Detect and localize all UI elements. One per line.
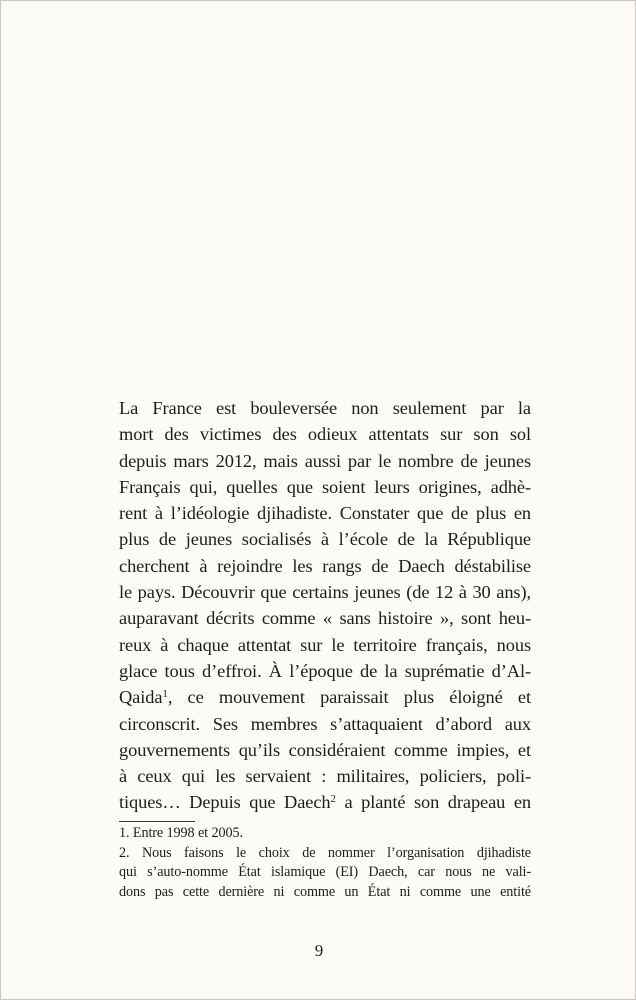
- text-segment: , ce mouvement paraissait plus éloigné et: [167, 687, 531, 708]
- text-line: auparavant décrits comme « sans histoire », sont heu-: [119, 608, 531, 629]
- text-line: rent à l’idéologie djihadiste. Constater que de plus en: [119, 503, 531, 524]
- footnote-ref-1: 1: [162, 688, 168, 701]
- text-line: gouvernements qu’ils considéraient comme impies, et: [119, 739, 531, 760]
- text-segment: a planté son drapeau en: [335, 792, 531, 813]
- footnote-2-line: qui s’auto-nomme État islamique (EI) Daech, car nous ne vali-: [119, 864, 531, 881]
- text-line: circonscrit. Ses membres s’attaquaient d’abord aux: [119, 713, 531, 734]
- text-line: La France est bouleversée non seulement par la: [119, 398, 531, 418]
- footnote-ref-2: 2: [330, 793, 336, 806]
- footnotes: [119, 824, 531, 902]
- text-line-daech: [119, 789, 531, 815]
- text-line: reux à chaque attentat sur le territoire français, nous: [119, 634, 531, 655]
- footnote-1: 1. Entre 1998 et 2005.: [119, 825, 243, 841]
- page-number: 9: [314, 941, 324, 960]
- text-segment: tiques… Depuis que Daech: [119, 792, 331, 813]
- main-paragraph: [119, 395, 531, 816]
- text-line: Français qui, quelles que soient leurs origines, adhè-: [119, 476, 531, 497]
- text-line: cherchent à rejoindre les rangs de Daech déstabilise: [119, 555, 531, 576]
- footnote-2-line: 2. Nous faisons le choix de nommer l’organisation djihadiste: [119, 844, 531, 861]
- text-line: à ceux qui les servaient : militaires, policiers, poli-: [119, 766, 531, 787]
- text-line-qaida: [119, 684, 531, 710]
- text-line: plus de jeunes socialisés à l’école de la République: [119, 529, 531, 550]
- text-segment: Qaida: [119, 687, 163, 708]
- footnote-2-line: dons pas cette dernière ni comme un État ni comme une entité: [119, 883, 531, 900]
- footnote-divider: [119, 821, 195, 822]
- text-line: mort des victimes des odieux attentats sur son sol: [119, 424, 531, 445]
- text-line: le pays. Découvrir que certains jeunes (de 12 à 30 ans),: [119, 582, 531, 603]
- text-line: glace tous d’effroi. À l’époque de la suprématie d’Al-: [119, 660, 531, 681]
- text-line: depuis mars 2012, mais aussi par le nombre de jeunes: [119, 450, 531, 471]
